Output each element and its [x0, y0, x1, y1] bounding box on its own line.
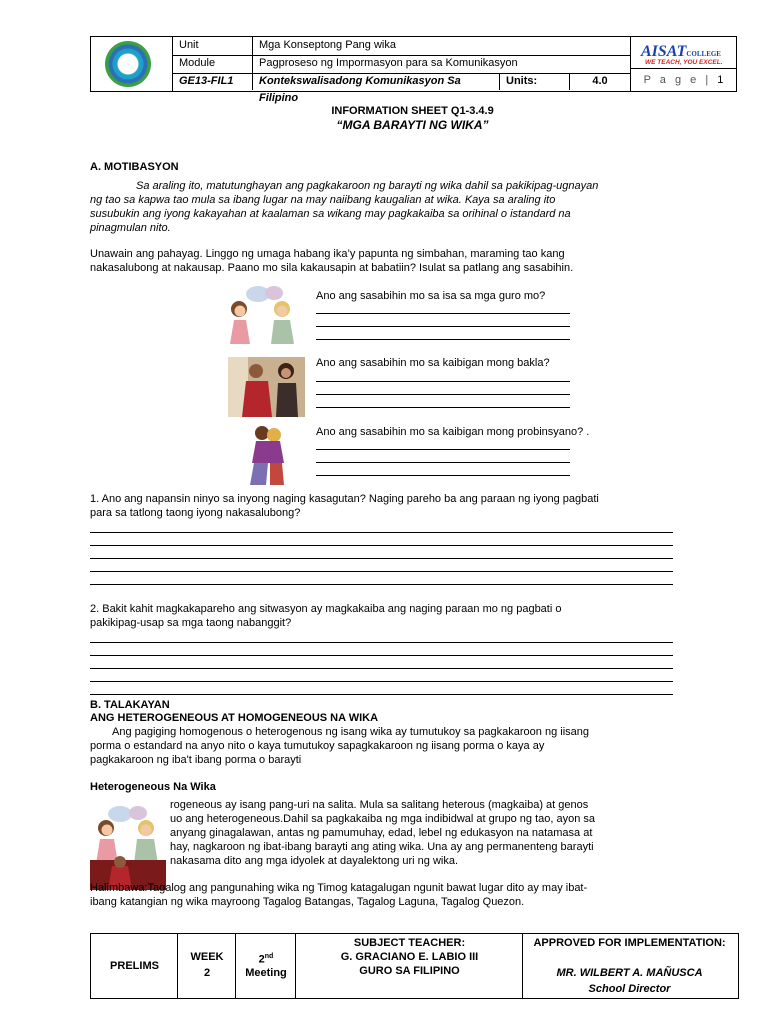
- heterogeneous-line-5: nakasama dito ang mga idyolek at dayalektong uri ng wika.: [170, 855, 459, 867]
- section-b-heading: B. TALAKAYAN: [90, 699, 170, 711]
- intro-line-4: pinagmulan nito.: [90, 222, 171, 234]
- intro-line-1: Sa araling ito, matutunghayan ang pagkakaroon ng barayti ng wika dahil sa pakikipag-ugnayan: [136, 180, 599, 192]
- instruction-line-1: Unawain ang pahayag. Linggo ng umaga habang ika’y papunta ng simbahan, maraming tao kang: [90, 248, 565, 260]
- page-indicator: [631, 68, 736, 91]
- page-number: 1: [717, 74, 724, 86]
- heterogeneous-line-3: anyang ginagalawan, antas ng pamumuhay, edad, lebel ng edukasyon na natamasa at: [170, 827, 593, 839]
- meeting-label: Meeting: [245, 967, 287, 979]
- women-conversation-illustration: [90, 804, 166, 890]
- teacher-conversation-illustration: [222, 284, 304, 346]
- section-a-heading: A. MOTIBASYON: [90, 161, 179, 173]
- answer-line: [316, 326, 570, 327]
- friends-photo-illustration: [228, 357, 305, 417]
- brand-cell: [630, 37, 736, 91]
- units-cell: [500, 73, 630, 90]
- question-1-line-2: para sa tatlong taong iyong nakasalubong?: [90, 507, 301, 519]
- instruction-line-2: nakasalubong at nakausap. Paano mo sila kakausapin at babatiin? Isulat sa patlang ang sasabihin.: [90, 262, 574, 274]
- answer-line: [316, 381, 570, 382]
- answer-line: [90, 642, 673, 643]
- course-code: GE13-FIL1: [173, 73, 253, 90]
- discussion-line-2: porma o estandard na anyo nito o kaya tumutukoy sapagkakaroon ng iisang porma o kaya ay: [90, 740, 545, 752]
- brand-name: AISAT: [641, 43, 687, 60]
- example-line-2: ibang katangian ng wika mayroong Tagalog Batangas, Tagalog Laguna, Tagalog Quezon.: [90, 896, 525, 908]
- week-label: WEEK: [190, 951, 224, 963]
- discussion-line-3: pagkakaroon ng iba't ibang porma o barayti: [90, 754, 302, 766]
- document-header: [90, 36, 737, 104]
- teacher-name: G. GRACIANO E. LABIO III: [340, 951, 479, 963]
- course-title: Kontekswalisadong Komunikasyon Sa Filipino: [253, 73, 500, 90]
- answer-line: [316, 475, 570, 476]
- example-line-1: Halimbawa:Tagalog ang pangunahing wika ng Timog katagalugan ngunit bawat lugar dito ay may ibat-: [90, 882, 588, 894]
- heterogeneous-line-1: rogeneous ay isang pang-uri na salita. Mula sa salitang heterous (magkaiba) at genos: [170, 799, 589, 811]
- discussion-line-1: Ang pagiging homogenous o heterogenous ng isang wika ay tumutukoy sa pagkakaroon ng iisang: [112, 726, 589, 738]
- prompt-gay-friend: Ano ang sasabihin mo sa kaibigan mong bakla?: [316, 357, 550, 369]
- answer-line: [90, 545, 673, 546]
- answer-line: [316, 449, 570, 450]
- question-1-line-1: 1. Ano ang napansin ninyo sa inyong naging kasagutan? Naging pareho ba ang paraan ng iyong pagbati: [90, 493, 599, 505]
- answer-line: [316, 394, 570, 395]
- answer-line: [316, 407, 570, 408]
- heterogeneous-line-4: hay, nagkaroon ng ibat-ibang barayti ang ating wika. Una ay ang permanenteng barayti: [170, 841, 594, 853]
- approval-cell: [523, 934, 738, 998]
- brand-suffix: COLLEGE: [686, 50, 721, 58]
- answer-line: [316, 339, 570, 340]
- meeting-number: [236, 950, 296, 967]
- probinsyano-friend-illustration: [240, 423, 296, 487]
- director-name: MR. WILBERT A. MAÑUSCA: [556, 967, 703, 979]
- page-label: P a g e |: [643, 74, 712, 86]
- document-footer: [90, 933, 739, 999]
- unit-value: Mga Konseptong Pang wika: [259, 39, 396, 51]
- units-value: 4.0: [592, 75, 608, 87]
- heterogeneous-heading: Heterogeneous Na Wika: [90, 781, 216, 793]
- section-b-subheading: ANG HETEROGENEOUS AT HOMOGENEOUS NA WIKA: [90, 712, 379, 724]
- answer-line: [90, 584, 673, 585]
- week-cell: [178, 934, 236, 998]
- director-role: School Director: [588, 983, 671, 995]
- week-value: 2: [203, 967, 211, 979]
- meeting-cell: [236, 934, 296, 998]
- school-logo-cell: [91, 37, 173, 91]
- prompt-province-friend: Ano ang sasabihin mo sa kaibigan mong probinsyano? .: [316, 426, 590, 438]
- module-row: [173, 55, 630, 74]
- answer-line: [90, 681, 673, 682]
- module-value: Pagproseso ng Impormasyon para sa Komunikasyon: [259, 57, 518, 69]
- answer-line: [316, 462, 570, 463]
- answer-line: [316, 313, 570, 314]
- brand-tagline: WE TEACH, YOU EXCEL.: [645, 59, 723, 66]
- intro-line-3: susubukin ang iyong kakayahan at kaalaman sa wikang may pagkakaiba sa orihinal o istandard na: [90, 208, 571, 220]
- approval-title: APPROVED FOR IMPLEMENTATION:: [533, 937, 726, 949]
- answer-line: [90, 655, 673, 656]
- answer-line: [90, 571, 673, 572]
- prompt-teacher: Ano ang sasabihin mo sa isa sa mga guro mo?: [316, 290, 546, 302]
- answer-line: [90, 694, 673, 695]
- term-cell: [91, 934, 178, 998]
- answer-line: [90, 532, 673, 533]
- answer-line: [90, 558, 673, 559]
- sheet-subtitle: “MGA BARAYTI NG WIKA”: [336, 118, 489, 132]
- units-label: Units:: [500, 73, 570, 90]
- question-2-line-1: 2. Bakit kahit magkakapareho ang sitwasyon ay magkakaiba ang naging paraan mo ng pagbati o: [90, 603, 562, 615]
- term-label: PRELIMS: [110, 960, 159, 972]
- teacher-title: SUBJECT TEACHER:: [353, 937, 466, 949]
- unit-label: Unit: [173, 37, 253, 55]
- course-row: [173, 73, 630, 104]
- unit-row: [173, 37, 630, 56]
- school-seal-logo: [105, 41, 151, 87]
- sheet-title: INFORMATION SHEET Q1-3.4.9: [331, 105, 494, 117]
- question-2-line-2: pakikipag-usap sa mga taong nabanggit?: [90, 617, 292, 629]
- meeting-suffix: nd: [264, 953, 274, 960]
- meeting-num: 2: [258, 953, 265, 966]
- module-label: Module: [173, 55, 253, 73]
- teacher-cell: [296, 934, 523, 998]
- intro-line-2: ng tao sa kapwa tao mula sa ibang lugar na may naiibang kaugalian at wika. Kaya sa araling ito: [90, 194, 556, 206]
- answer-line: [90, 668, 673, 669]
- teacher-role: GURO SA FILIPINO: [359, 965, 460, 977]
- heterogeneous-line-2: uo ang heterogeneous.Dahil sa pagkakaiba ng mga indibidwal at grupo ng tao, ayon sa: [170, 813, 596, 825]
